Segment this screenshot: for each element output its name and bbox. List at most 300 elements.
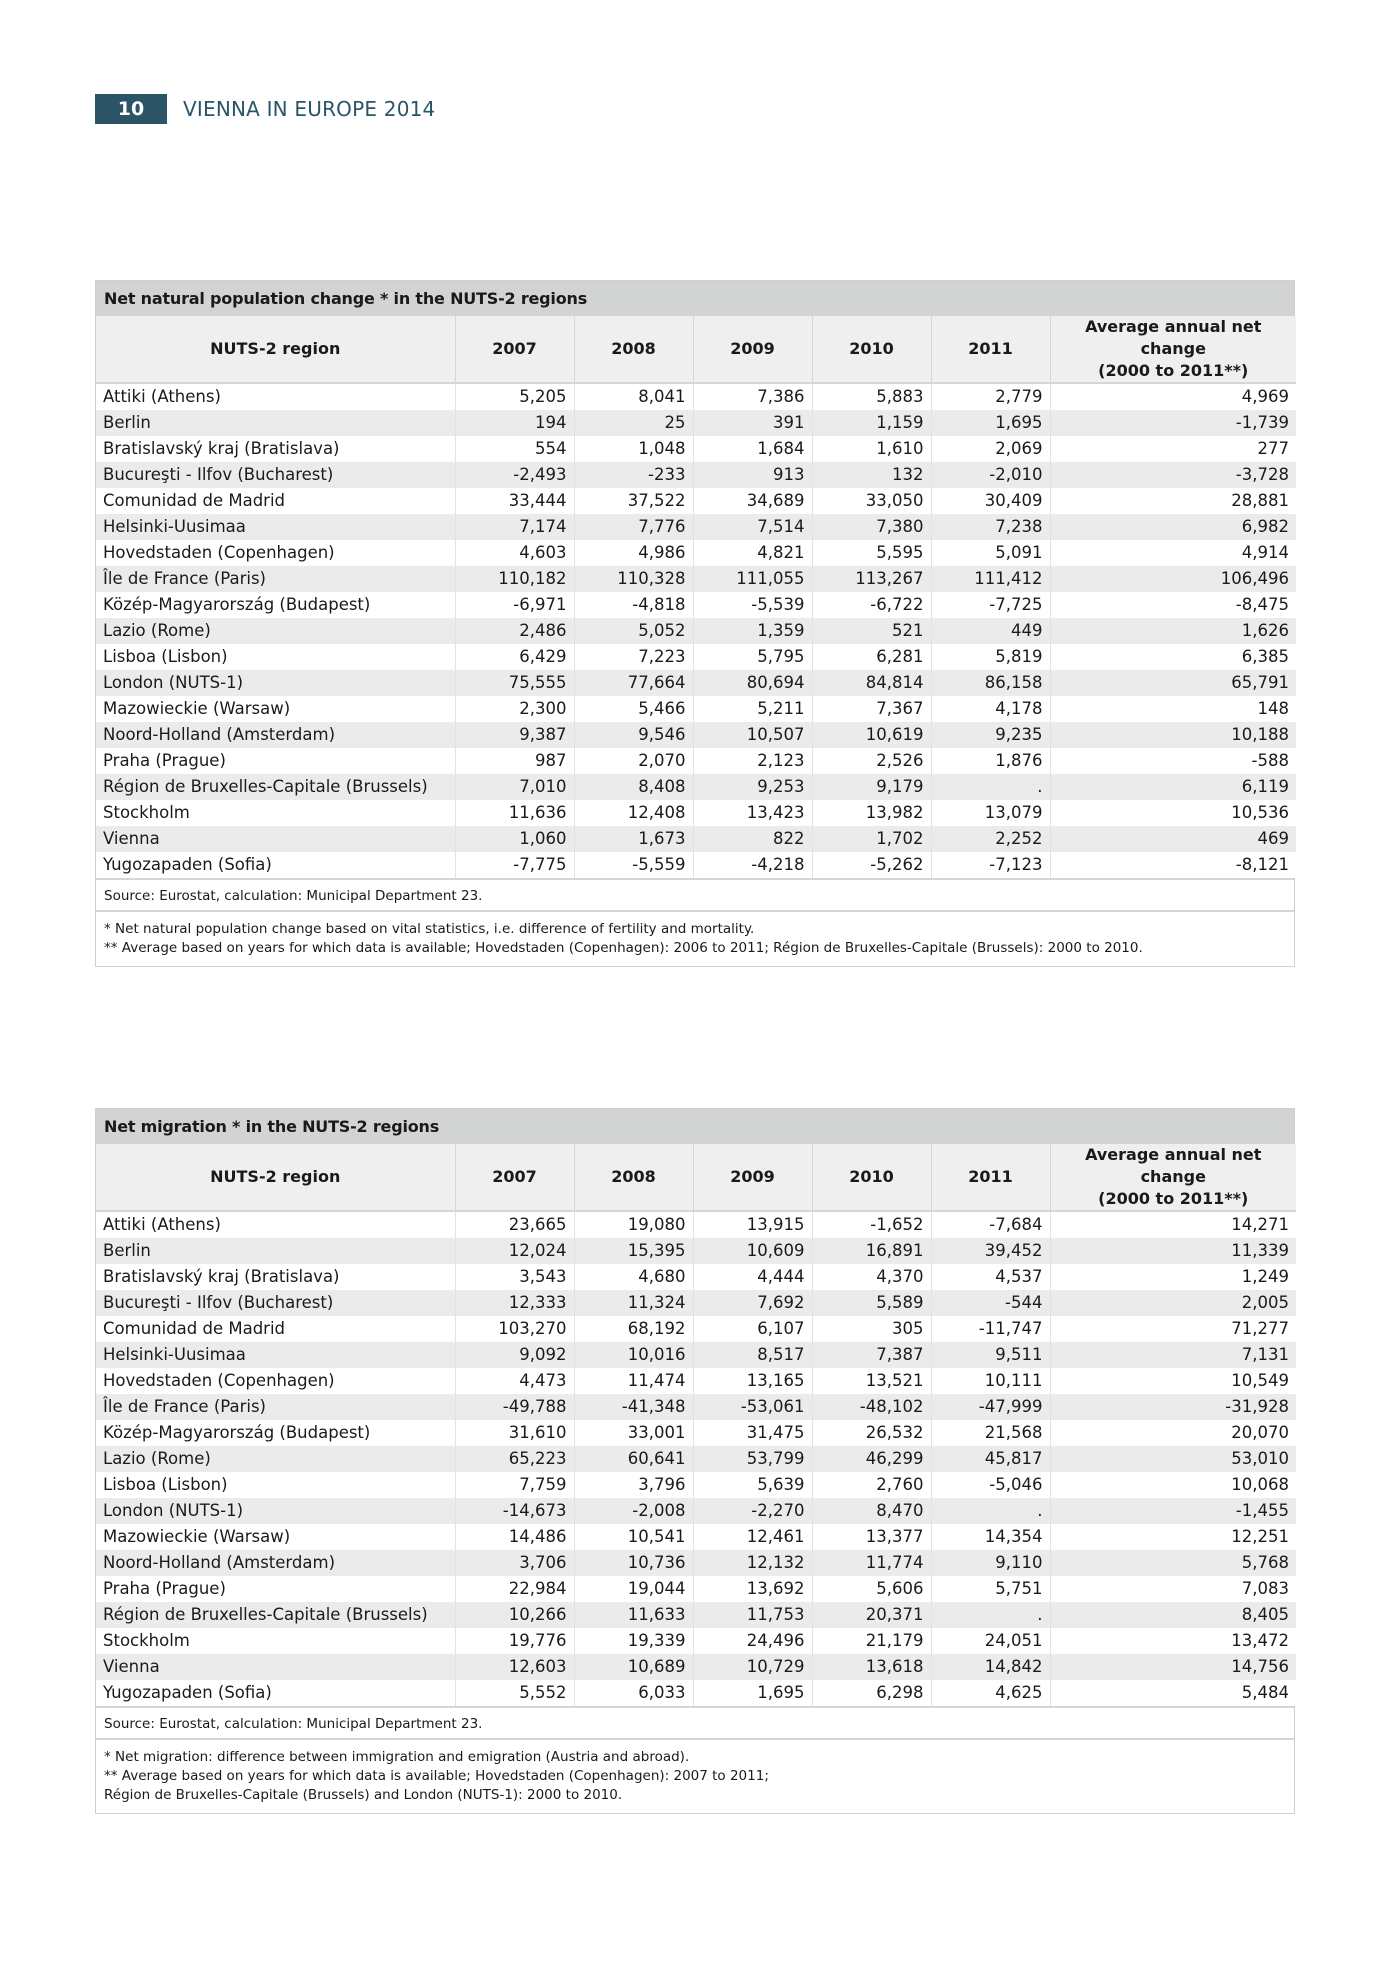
value-cell: 5,484: [1050, 1680, 1296, 1706]
value-cell: 10,536: [1050, 800, 1296, 826]
value-cell: 521: [812, 618, 931, 644]
region-cell: Yugozapaden (Sofia): [96, 1680, 455, 1706]
table-row: [96, 670, 1296, 696]
value-cell: -5,559: [574, 852, 693, 878]
value-cell: 65,791: [1050, 670, 1296, 696]
value-cell: 113,267: [812, 566, 931, 592]
region-cell: Yugozapaden (Sofia): [96, 852, 455, 878]
column-header-2009: 2009: [693, 1144, 812, 1211]
value-cell: 305: [812, 1316, 931, 1342]
column-header-region: NUTS-2 region: [96, 316, 455, 383]
table-row: [96, 722, 1296, 748]
value-cell: 11,753: [693, 1602, 812, 1628]
value-cell: 10,541: [574, 1524, 693, 1550]
region-cell: Helsinki-Uusimaa: [96, 1342, 455, 1368]
value-cell: 19,339: [574, 1628, 693, 1654]
value-cell: 6,107: [693, 1316, 812, 1342]
value-cell: 13,165: [693, 1368, 812, 1394]
value-cell: 46,299: [812, 1446, 931, 1472]
value-cell: 13,377: [812, 1524, 931, 1550]
value-cell: 8,517: [693, 1342, 812, 1368]
region-cell: Stockholm: [96, 1628, 455, 1654]
value-cell: 7,083: [1050, 1576, 1296, 1602]
value-cell: -1,739: [1050, 410, 1296, 436]
value-cell: 132: [812, 462, 931, 488]
running-title: VIENNA IN EUROPE 2014: [183, 97, 436, 121]
value-cell: 3,543: [455, 1264, 574, 1290]
value-cell: -2,270: [693, 1498, 812, 1524]
footnotes: [96, 910, 1294, 966]
value-cell: 3,796: [574, 1472, 693, 1498]
value-cell: 7,131: [1050, 1342, 1296, 1368]
value-cell: 39,452: [931, 1238, 1050, 1264]
footnote: * Net natural population change based on vital statistics, i.e. difference of fertility and mortality.: [104, 921, 755, 937]
table-row: [96, 592, 1296, 618]
value-cell: -49,788: [455, 1394, 574, 1420]
table-row: [96, 1524, 1296, 1550]
value-cell: 9,092: [455, 1342, 574, 1368]
value-cell: 7,238: [931, 514, 1050, 540]
value-cell: 13,915: [693, 1211, 812, 1238]
value-cell: 2,252: [931, 826, 1050, 852]
value-cell: 31,610: [455, 1420, 574, 1446]
value-cell: 103,270: [455, 1316, 574, 1342]
region-cell: Hovedstaden (Copenhagen): [96, 540, 455, 566]
value-cell: -588: [1050, 748, 1296, 774]
value-cell: 12,461: [693, 1524, 812, 1550]
table-row: [96, 644, 1296, 670]
value-cell: 68,192: [574, 1316, 693, 1342]
value-cell: 110,182: [455, 566, 574, 592]
value-cell: 25: [574, 410, 693, 436]
value-cell: 14,486: [455, 1524, 574, 1550]
value-cell: 7,386: [693, 383, 812, 410]
value-cell: 1,876: [931, 748, 1050, 774]
value-cell: 2,760: [812, 1472, 931, 1498]
table-title: Net migration * in the NUTS-2 regions: [96, 1109, 1294, 1144]
value-cell: 26,532: [812, 1420, 931, 1446]
value-cell: 86,158: [931, 670, 1050, 696]
region-cell: Île de France (Paris): [96, 566, 455, 592]
value-cell: 31,475: [693, 1420, 812, 1446]
value-cell: 30,409: [931, 488, 1050, 514]
average-header-line2: (2000 to 2011**): [1098, 1189, 1249, 1208]
value-cell: 84,814: [812, 670, 931, 696]
value-cell: 1,249: [1050, 1264, 1296, 1290]
footnote: ** Average based on years for which data is available; Hovedstaden (Copenhagen): 2007 to 2011;: [104, 1768, 769, 1784]
value-cell: 5,795: [693, 644, 812, 670]
value-cell: 6,119: [1050, 774, 1296, 800]
value-cell: -41,348: [574, 1394, 693, 1420]
region-cell: Attiki (Athens): [96, 1211, 455, 1238]
column-header-2007: 2007: [455, 316, 574, 383]
value-cell: 77,664: [574, 670, 693, 696]
value-cell: 11,339: [1050, 1238, 1296, 1264]
data-table: [96, 1144, 1296, 1706]
value-cell: 4,370: [812, 1264, 931, 1290]
column-header-region: NUTS-2 region: [96, 1144, 455, 1211]
value-cell: 2,005: [1050, 1290, 1296, 1316]
value-cell: 5,639: [693, 1472, 812, 1498]
value-cell: -5,046: [931, 1472, 1050, 1498]
value-cell: 13,079: [931, 800, 1050, 826]
value-cell: 822: [693, 826, 812, 852]
value-cell: 13,692: [693, 1576, 812, 1602]
value-cell: 10,068: [1050, 1472, 1296, 1498]
value-cell: -31,928: [1050, 1394, 1296, 1420]
region-cell: Közép-Magyarország (Budapest): [96, 592, 455, 618]
table-row: [96, 566, 1296, 592]
value-cell: 11,324: [574, 1290, 693, 1316]
table-row: [96, 800, 1296, 826]
value-cell: 111,412: [931, 566, 1050, 592]
value-cell: -4,218: [693, 852, 812, 878]
value-cell: 1,702: [812, 826, 931, 852]
value-cell: 10,619: [812, 722, 931, 748]
value-cell: 9,511: [931, 1342, 1050, 1368]
value-cell: 8,408: [574, 774, 693, 800]
column-header-2010: 2010: [812, 1144, 931, 1211]
region-cell: Helsinki-Uusimaa: [96, 514, 455, 540]
region-cell: Lazio (Rome): [96, 618, 455, 644]
value-cell: 8,041: [574, 383, 693, 410]
table-row: [96, 1680, 1296, 1706]
column-header-2007: 2007: [455, 1144, 574, 1211]
value-cell: 1,359: [693, 618, 812, 644]
region-cell: Région de Bruxelles-Capitale (Brussels): [96, 1602, 455, 1628]
value-cell: 913: [693, 462, 812, 488]
value-cell: 4,473: [455, 1368, 574, 1394]
value-cell: 6,298: [812, 1680, 931, 1706]
region-cell: Mazowieckie (Warsaw): [96, 696, 455, 722]
value-cell: 13,472: [1050, 1628, 1296, 1654]
value-cell: 10,736: [574, 1550, 693, 1576]
region-cell: Attiki (Athens): [96, 383, 455, 410]
value-cell: 37,522: [574, 488, 693, 514]
value-cell: 8,405: [1050, 1602, 1296, 1628]
value-cell: 80,694: [693, 670, 812, 696]
value-cell: 148: [1050, 696, 1296, 722]
value-cell: 5,768: [1050, 1550, 1296, 1576]
value-cell: 14,842: [931, 1654, 1050, 1680]
value-cell: 10,266: [455, 1602, 574, 1628]
value-cell: 1,610: [812, 436, 931, 462]
value-cell: -2,493: [455, 462, 574, 488]
value-cell: 4,821: [693, 540, 812, 566]
value-cell: 5,883: [812, 383, 931, 410]
average-header-line1: Average annual net change: [1085, 1145, 1262, 1186]
value-cell: 6,033: [574, 1680, 693, 1706]
value-cell: -8,475: [1050, 592, 1296, 618]
value-cell: 10,016: [574, 1342, 693, 1368]
value-cell: 4,625: [931, 1680, 1050, 1706]
value-cell: 7,776: [574, 514, 693, 540]
column-header-2011: 2011: [931, 1144, 1050, 1211]
value-cell: -11,747: [931, 1316, 1050, 1342]
value-cell: 194: [455, 410, 574, 436]
value-cell: 14,271: [1050, 1211, 1296, 1238]
table-row: [96, 774, 1296, 800]
value-cell: -47,999: [931, 1394, 1050, 1420]
value-cell: 9,387: [455, 722, 574, 748]
table-row: [96, 1550, 1296, 1576]
average-header-line1: Average annual net change: [1085, 317, 1262, 358]
region-cell: Praha (Prague): [96, 1576, 455, 1602]
region-cell: London (NUTS-1): [96, 670, 455, 696]
table-row: [96, 410, 1296, 436]
table-row: [96, 1602, 1296, 1628]
source-note: Source: Eurostat, calculation: Municipal Department 23.: [96, 878, 1294, 910]
table-row: [96, 1628, 1296, 1654]
table-row: [96, 1654, 1296, 1680]
column-header-average: [1050, 316, 1296, 383]
value-cell: 1,695: [693, 1680, 812, 1706]
source-note: Source: Eurostat, calculation: Municipal Department 23.: [96, 1706, 1294, 1738]
value-cell: 106,496: [1050, 566, 1296, 592]
value-cell: 2,069: [931, 436, 1050, 462]
value-cell: 4,680: [574, 1264, 693, 1290]
column-header-2008: 2008: [574, 316, 693, 383]
table-row: [96, 383, 1296, 410]
value-cell: 5,091: [931, 540, 1050, 566]
column-header-2009: 2009: [693, 316, 812, 383]
header-row: [96, 1144, 1296, 1211]
table-title: Net natural population change * in the NUTS-2 regions: [96, 281, 1294, 316]
value-cell: 5,595: [812, 540, 931, 566]
table-row: [96, 696, 1296, 722]
value-cell: 24,051: [931, 1628, 1050, 1654]
column-header-2011: 2011: [931, 316, 1050, 383]
value-cell: 391: [693, 410, 812, 436]
value-cell: 5,819: [931, 644, 1050, 670]
value-cell: 15,395: [574, 1238, 693, 1264]
value-cell: 7,759: [455, 1472, 574, 1498]
natural-population-change-table: [95, 280, 1295, 967]
value-cell: 10,609: [693, 1238, 812, 1264]
value-cell: -1,455: [1050, 1498, 1296, 1524]
region-cell: Berlin: [96, 410, 455, 436]
value-cell: 4,444: [693, 1264, 812, 1290]
value-cell: 3,706: [455, 1550, 574, 1576]
region-cell: Bucureşti - Ilfov (Bucharest): [96, 1290, 455, 1316]
value-cell: 7,380: [812, 514, 931, 540]
value-cell: 12,408: [574, 800, 693, 826]
value-cell: 71,277: [1050, 1316, 1296, 1342]
value-cell: -5,262: [812, 852, 931, 878]
value-cell: 449: [931, 618, 1050, 644]
value-cell: 1,684: [693, 436, 812, 462]
value-cell: 6,385: [1050, 644, 1296, 670]
region-cell: Vienna: [96, 826, 455, 852]
value-cell: 33,444: [455, 488, 574, 514]
table-row: [96, 1472, 1296, 1498]
table-row: [96, 1498, 1296, 1524]
footnote: * Net migration: difference between immigration and emigration (Austria and abroad).: [104, 1749, 690, 1765]
value-cell: -7,725: [931, 592, 1050, 618]
value-cell: 12,251: [1050, 1524, 1296, 1550]
value-cell: 33,001: [574, 1420, 693, 1446]
region-cell: Bucureşti - Ilfov (Bucharest): [96, 462, 455, 488]
table-row: [96, 1316, 1296, 1342]
value-cell: 10,188: [1050, 722, 1296, 748]
value-cell: -7,684: [931, 1211, 1050, 1238]
footnotes: [96, 1738, 1294, 1813]
value-cell: 1,673: [574, 826, 693, 852]
region-cell: Stockholm: [96, 800, 455, 826]
value-cell: 10,549: [1050, 1368, 1296, 1394]
value-cell: -6,722: [812, 592, 931, 618]
footnote: Région de Bruxelles-Capitale (Brussels) and London (NUTS-1): 2000 to 2010.: [104, 1787, 623, 1803]
value-cell: -7,123: [931, 852, 1050, 878]
header-row: [96, 316, 1296, 383]
value-cell: 110,328: [574, 566, 693, 592]
value-cell: 277: [1050, 436, 1296, 462]
value-cell: 11,633: [574, 1602, 693, 1628]
value-cell: 7,367: [812, 696, 931, 722]
value-cell: 554: [455, 436, 574, 462]
value-cell: 4,603: [455, 540, 574, 566]
value-cell: 987: [455, 748, 574, 774]
value-cell: .: [931, 1602, 1050, 1628]
region-cell: Bratislavský kraj (Bratislava): [96, 1264, 455, 1290]
value-cell: 23,665: [455, 1211, 574, 1238]
value-cell: 16,891: [812, 1238, 931, 1264]
value-cell: 2,300: [455, 696, 574, 722]
value-cell: 10,689: [574, 1654, 693, 1680]
value-cell: 11,474: [574, 1368, 693, 1394]
value-cell: 9,546: [574, 722, 693, 748]
column-header-average: [1050, 1144, 1296, 1211]
value-cell: 5,052: [574, 618, 693, 644]
average-header-line2: (2000 to 2011**): [1098, 361, 1249, 380]
value-cell: 2,486: [455, 618, 574, 644]
value-cell: 4,986: [574, 540, 693, 566]
region-cell: Hovedstaden (Copenhagen): [96, 1368, 455, 1394]
value-cell: 65,223: [455, 1446, 574, 1472]
value-cell: 6,982: [1050, 514, 1296, 540]
table-row: [96, 1420, 1296, 1446]
table-row: [96, 436, 1296, 462]
table-row: [96, 1264, 1296, 1290]
region-cell: Bratislavský kraj (Bratislava): [96, 436, 455, 462]
value-cell: 4,969: [1050, 383, 1296, 410]
value-cell: 34,689: [693, 488, 812, 514]
value-cell: 469: [1050, 826, 1296, 852]
page-header: [95, 94, 435, 124]
region-cell: London (NUTS-1): [96, 1498, 455, 1524]
value-cell: -14,673: [455, 1498, 574, 1524]
value-cell: 53,799: [693, 1446, 812, 1472]
value-cell: 2,526: [812, 748, 931, 774]
value-cell: 21,179: [812, 1628, 931, 1654]
table-row: [96, 1342, 1296, 1368]
value-cell: 6,429: [455, 644, 574, 670]
region-cell: Comunidad de Madrid: [96, 488, 455, 514]
region-cell: Mazowieckie (Warsaw): [96, 1524, 455, 1550]
value-cell: 5,205: [455, 383, 574, 410]
column-header-2010: 2010: [812, 316, 931, 383]
value-cell: -4,818: [574, 592, 693, 618]
value-cell: 10,111: [931, 1368, 1050, 1394]
page-number: 10: [95, 94, 167, 124]
value-cell: -3,728: [1050, 462, 1296, 488]
region-cell: Lazio (Rome): [96, 1446, 455, 1472]
table-row: [96, 1290, 1296, 1316]
table-row: [96, 488, 1296, 514]
value-cell: -8,121: [1050, 852, 1296, 878]
value-cell: -544: [931, 1290, 1050, 1316]
value-cell: -233: [574, 462, 693, 488]
value-cell: 5,751: [931, 1576, 1050, 1602]
table-row: [96, 618, 1296, 644]
value-cell: 13,982: [812, 800, 931, 826]
value-cell: 13,423: [693, 800, 812, 826]
table-row: [96, 462, 1296, 488]
value-cell: 2,070: [574, 748, 693, 774]
value-cell: 5,589: [812, 1290, 931, 1316]
region-cell: Vienna: [96, 1654, 455, 1680]
table-row: [96, 826, 1296, 852]
value-cell: 9,235: [931, 722, 1050, 748]
table-row: [96, 1576, 1296, 1602]
value-cell: 33,050: [812, 488, 931, 514]
value-cell: 7,010: [455, 774, 574, 800]
table-row: [96, 852, 1296, 878]
value-cell: -53,061: [693, 1394, 812, 1420]
value-cell: .: [931, 1498, 1050, 1524]
value-cell: 1,695: [931, 410, 1050, 436]
value-cell: 5,211: [693, 696, 812, 722]
value-cell: 7,174: [455, 514, 574, 540]
value-cell: 19,776: [455, 1628, 574, 1654]
value-cell: 53,010: [1050, 1446, 1296, 1472]
value-cell: 75,555: [455, 670, 574, 696]
value-cell: 20,070: [1050, 1420, 1296, 1446]
value-cell: 2,123: [693, 748, 812, 774]
region-cell: Praha (Prague): [96, 748, 455, 774]
value-cell: 12,132: [693, 1550, 812, 1576]
value-cell: -7,775: [455, 852, 574, 878]
value-cell: 14,354: [931, 1524, 1050, 1550]
table-row: [96, 1238, 1296, 1264]
region-cell: Noord-Holland (Amsterdam): [96, 1550, 455, 1576]
value-cell: -2,008: [574, 1498, 693, 1524]
value-cell: 2,779: [931, 383, 1050, 410]
table-row: [96, 1446, 1296, 1472]
value-cell: -1,652: [812, 1211, 931, 1238]
value-cell: 12,603: [455, 1654, 574, 1680]
value-cell: 12,333: [455, 1290, 574, 1316]
value-cell: 4,537: [931, 1264, 1050, 1290]
column-header-2008: 2008: [574, 1144, 693, 1211]
value-cell: 45,817: [931, 1446, 1050, 1472]
value-cell: 1,060: [455, 826, 574, 852]
value-cell: 5,466: [574, 696, 693, 722]
value-cell: 10,729: [693, 1654, 812, 1680]
value-cell: 13,521: [812, 1368, 931, 1394]
value-cell: 9,253: [693, 774, 812, 800]
region-cell: Noord-Holland (Amsterdam): [96, 722, 455, 748]
value-cell: 60,641: [574, 1446, 693, 1472]
value-cell: 9,110: [931, 1550, 1050, 1576]
region-cell: Île de France (Paris): [96, 1394, 455, 1420]
value-cell: .: [931, 774, 1050, 800]
value-cell: 7,692: [693, 1290, 812, 1316]
region-cell: Lisboa (Lisbon): [96, 644, 455, 670]
value-cell: 6,281: [812, 644, 931, 670]
value-cell: 21,568: [931, 1420, 1050, 1446]
value-cell: 11,636: [455, 800, 574, 826]
